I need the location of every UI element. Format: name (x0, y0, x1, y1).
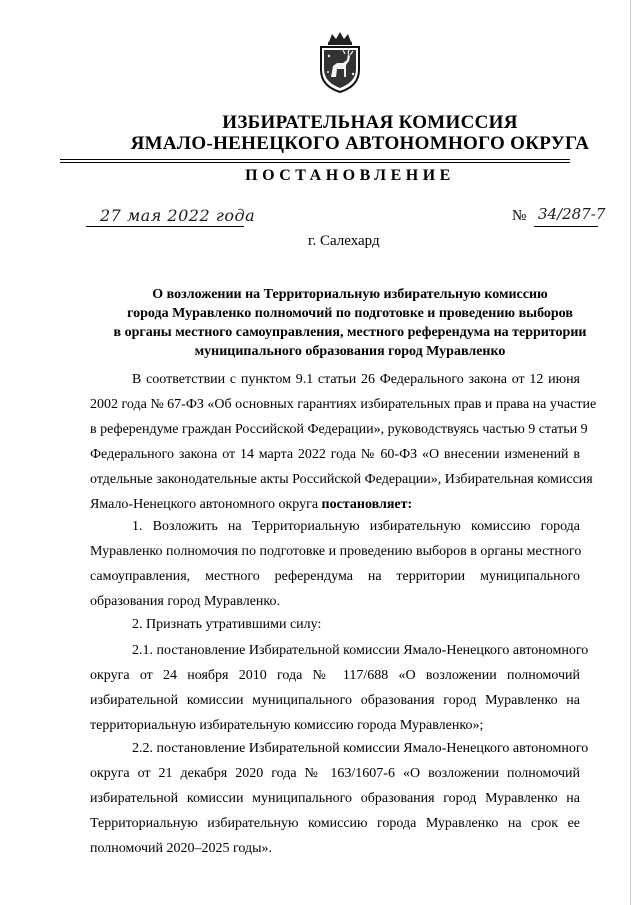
title-line: в органы местного самоуправления, местного референдума на территории (113, 325, 587, 340)
item-1-paragraph (90, 514, 580, 614)
text-line: 2. Признать утратившими силу: (132, 617, 322, 632)
text-line: округа от 21 декабря 2020 года № 163/1607-6 «О возложении полномочий (90, 766, 580, 781)
text-line: 2.1. постановление Избирательной комиссии Ямало-Ненецкого автономного (132, 643, 589, 658)
text-line: избирательной комиссии муниципального образования город Муравленко на (90, 693, 580, 708)
text-line: самоуправления, местного референдума на территории муниципального (90, 569, 580, 584)
text-line: Территориальную избирательную комиссию города Муравленко на срок ее (90, 816, 580, 831)
text-line: 1. Возложить на Территориальную избирательную комиссию города (132, 519, 580, 534)
text-line: Муравленко полномочия по подготовке и проведению выборов в органы местного (90, 544, 582, 559)
item-2-2-paragraph (90, 736, 589, 861)
number-underline (534, 226, 598, 227)
text-line: 2002 года № 67-ФЗ «Об основных гарантиях избирательных прав и права на участие (90, 397, 597, 412)
header-divider-top (60, 159, 570, 160)
text-line: в референдуме граждан Российской Федерации», руководствуясь частью 9 статьи 9 (90, 422, 588, 437)
handwritten-date: 27 мая 2022 года (100, 206, 256, 225)
text-line: отдельные законодательные акты Российской Федерации», Избирательная комиссия (90, 472, 593, 487)
resolution-title (60, 285, 640, 361)
organization-name-line1: ИЗБИРАТЕЛЬНАЯ КОМИССИЯ (222, 112, 518, 133)
item-2-1-paragraph (90, 638, 589, 738)
text-line-last: территориальную избирательную комиссию города Муравленко»; (90, 718, 484, 733)
text-fragment: Ямало-Ненецкого автономного округа (90, 497, 322, 512)
coat-of-arms-emblem (315, 30, 365, 95)
resolves-keyword: постановляет: (321, 497, 413, 512)
text-line: округа от 24 ноября 2010 года № 117/688 «О возложении полномочий (90, 668, 580, 683)
title-line: О возложении на Территориальную избирательную комиссию (152, 287, 548, 302)
handwritten-number: 34/287-7 (538, 205, 606, 223)
title-line: города Муравленко полномочий по подготовке и проведению выборов (127, 306, 573, 321)
city-name: г. Салехард (308, 233, 380, 249)
text-line: Федерального закона от 14 марта 2022 года № 60-ФЗ «О внесении изменений в (90, 447, 580, 462)
organization-name-line2: ЯМАЛО-НЕНЕЦКОГО АВТОНОМНОГО ОКРУГА (130, 133, 590, 154)
title-line: муниципального образования город Муравленко (194, 344, 506, 359)
item-2-paragraph (90, 612, 580, 637)
text-line-last: полномочий 2020–2025 годы». (90, 841, 273, 856)
text-line: В соответствии с пунктом 9.1 статьи 26 Федерального закона от 12 июня (132, 372, 580, 387)
text-line: избирательной комиссии муниципального образования город Муравленко на (90, 791, 580, 806)
preamble-paragraph (90, 367, 597, 517)
document-type: ПОСТАНОВЛЕНИЕ (245, 167, 455, 184)
text-line: 2.2. постановление Избирательной комиссии Ямало-Ненецкого автономного (132, 741, 589, 756)
date-underline (86, 226, 244, 227)
text-line-last: образования город Муравленко. (90, 594, 280, 609)
number-sign: № (512, 208, 527, 224)
header-divider-bottom (60, 162, 570, 163)
